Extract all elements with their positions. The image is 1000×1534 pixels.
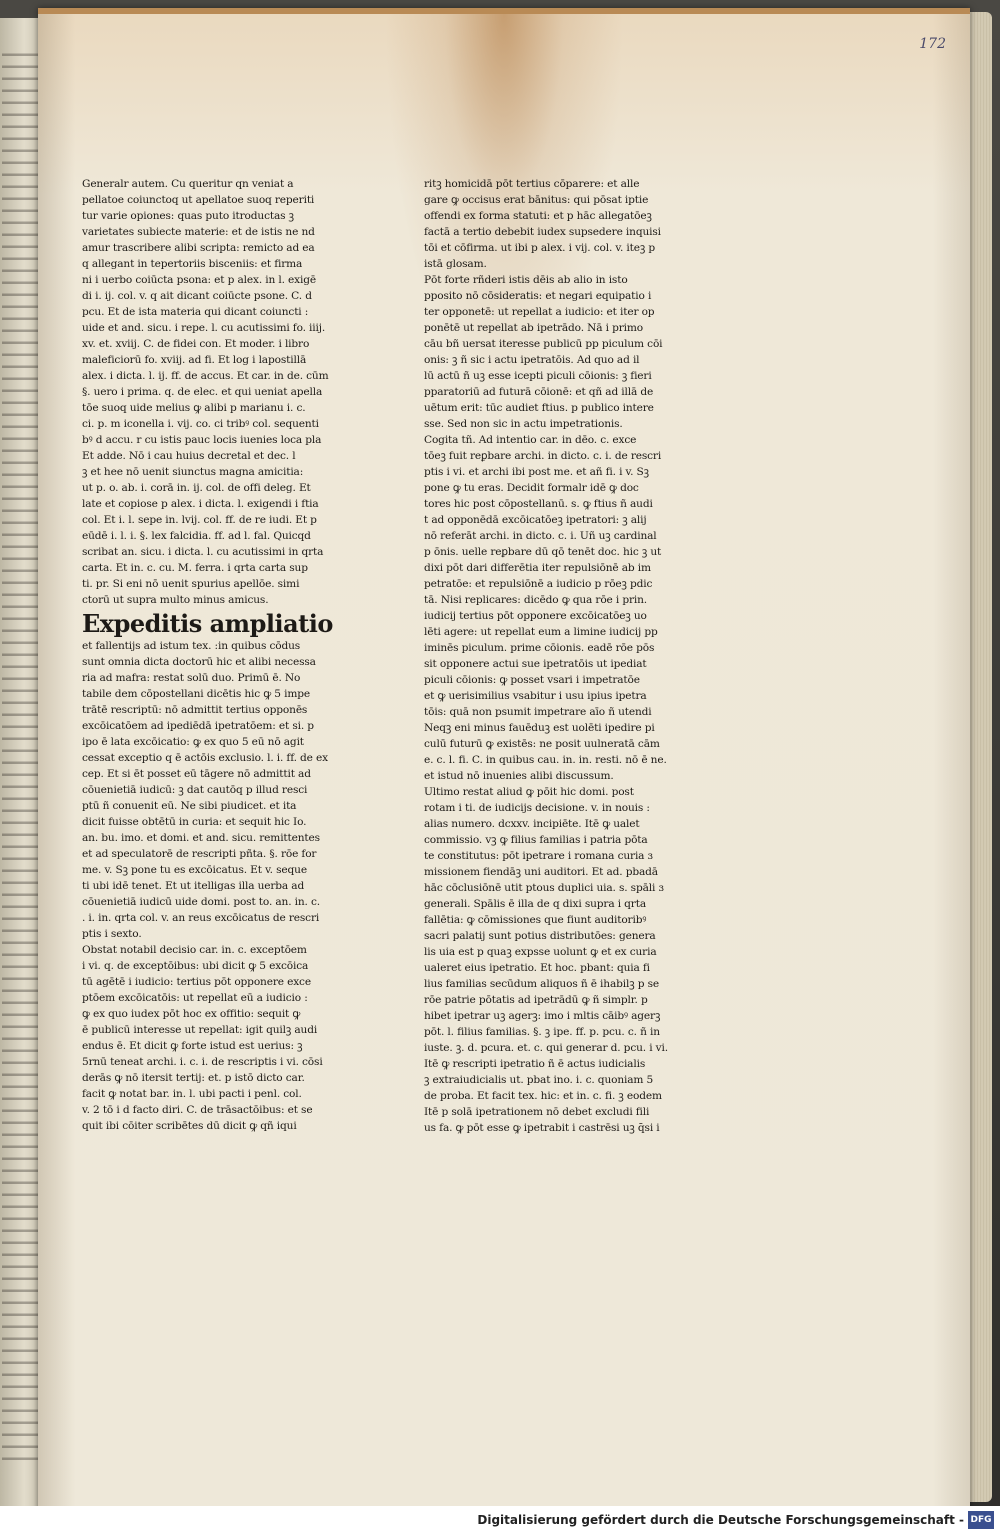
text-line: pposito nō cōsideratis: et negari equipatio i — [424, 290, 652, 302]
text-line: sacri palatij sunt potius distributōes: genera — [424, 930, 656, 942]
text-line: ritꝫ homicidā pōt tertius cōparere: et alle — [424, 178, 640, 190]
text-line: tū agētē i iudicio: tertius pōt opponere exce — [82, 976, 311, 988]
text-line: cāu bñ uersat iteresse publicū pp piculum cōi — [424, 338, 663, 350]
text-line: ꝙ ex quo iudex pōt hoc ex offitio: sequit ꝙ — [82, 1008, 301, 1020]
text-line: i vi. q. de exceptōibus: ubi dicit ꝙ 5 excōica — [82, 960, 309, 972]
text-line: ctorū ut supra multo minus amicus. — [82, 594, 269, 606]
text-line: iuste. ꝫ. d. pcura. et. c. qui generar d. pcu. i vi. — [424, 1042, 668, 1054]
text-line: de proba. Et facit tex. hic: et in. c. fi. ꝫ eodem — [424, 1090, 662, 1102]
text-line: commissio. vꝫ ꝙ filius familias i patria pōta — [424, 834, 648, 846]
text-line: pcu. Et de ista materia qui dicant coiuncti : — [82, 306, 309, 318]
folio-number: 172 — [919, 36, 946, 52]
text-line: derās ꝙ nō itersit tertij: et. p istō dicto car. — [82, 1072, 305, 1084]
section-heading: Expeditis ampliatio — [82, 610, 333, 638]
text-line: di i. ij. col. v. q ait dicant coiūcte psone. C. d — [82, 290, 312, 302]
text-line: varietates subiecte materie: et de istis ne nd — [82, 226, 315, 238]
text-line: generali. Spālis ē illa de q dixi supra i qrta — [424, 898, 646, 910]
text-line: Generalr autem. Cu queritur qn veniat a — [82, 178, 294, 190]
text-line: onis: ꝫ ñ sic i actu ipetratōis. Ad quo ad il — [424, 354, 640, 366]
text-line: missionem fiendāꝫ uni auditori. Et ad. pbadā — [424, 866, 658, 878]
text-line: cep. Et si ēt posset eū tāgere nō admittit ad — [82, 768, 311, 780]
text-line: fallētia: ꝙ cōmissiones que fiunt auditoribꝰ — [424, 914, 647, 926]
text-line: Itē ꝙ rescripti ipetratio ñ ē actus iudicialis — [424, 1058, 646, 1070]
text-line: lis uia est p quaꝫ expsse uolunt ꝙ et ex curia — [424, 946, 657, 958]
text-line: ti ubi idē tenet. Et ut itelligas illa uerba ad — [82, 880, 305, 892]
text-line: Obstat notabil decisio car. in. c. exceptōem — [82, 944, 307, 956]
text-line: et fallentijs ad istum tex. :in quibus cōdus — [82, 640, 301, 652]
text-line: et istud nō inuenies alibi discussum. — [424, 770, 614, 782]
right-column-lines — [424, 176, 678, 1136]
text-line: pōt. l. filius familias. §. ꝫ ipe. ff. p. pcu. c. ñ in — [424, 1026, 660, 1038]
text-line: et ꝙ uerisimilius vsabitur i usu ipius ipetra — [424, 690, 647, 702]
text-line: ter opponetē: ut repellat a iudicio: et iter op — [424, 306, 655, 318]
text-line: 5rnū teneat archi. i. c. i. de rescriptis i vi. cōsi — [82, 1056, 323, 1068]
text-line: piculi cōionis: ꝙ posset vsari i impetratōe — [424, 674, 640, 686]
text-line: ualeret eius ipetratio. Et hoc. pbant: quia fi — [424, 962, 650, 974]
text-line: ē publicū interesse ut repellat: igit quilꝫ audi — [82, 1024, 318, 1036]
text-line: et ad speculatorē de rescripti pñta. §. rōe for — [82, 848, 317, 860]
text-line: tōeꝫ fuit reꝑbare archi. in dicto. c. i. de rescri — [424, 450, 662, 462]
text-line: ci. p. m iconella i. vij. co. ci tribꝰ col. sequenti — [82, 418, 319, 430]
text-line: ptū ñ conuenit eū. Ne sibi piudicet. et ita — [82, 800, 297, 812]
text-line: uētum erit: tūc audiet ftius. p publico intere — [424, 402, 654, 414]
text-line: uide et and. sicu. i repe. l. cu acutissimi fo. iiij. — [82, 322, 326, 334]
text-line: Cogita tñ. Ad intentio car. in dēo. c. exce — [424, 434, 637, 446]
text-line: excōicatōem ad ipediēdā ipetratōem: et si. p — [82, 720, 314, 732]
text-line: quit ibi cōiter scribētes dū dicit ꝙ qñ iqui — [82, 1120, 297, 1132]
left-column-lines — [82, 176, 336, 608]
previous-leaf-text — [2, 44, 38, 1464]
text-line: ti. pr. Si eni nō uenit spurius apellōe. simi — [82, 578, 300, 590]
text-line: trātē rescriptū: nō admittit tertius opponēs — [82, 704, 308, 716]
text-line: petratōe: et repulsiōnē a iudicio p rōeꝫ pdic — [424, 578, 653, 590]
text-line: alex. i dicta. l. ij. ff. de accus. Et car. in de. cūm — [82, 370, 329, 382]
text-line: maleficiorū fo. xviij. ad fi. Et log i lapostillā — [82, 354, 307, 366]
left-text-column — [82, 176, 336, 1134]
text-line: factā a tertio debebit iudex supsedere inquisi — [424, 226, 661, 238]
text-line: me. v. Sꝫ pone tu es excōicatus. Et v. seque — [82, 864, 307, 876]
digitization-footer — [0, 1506, 1000, 1534]
text-line: pone ꝙ tu eras. Decidit formalr idē ꝙ doc — [424, 482, 639, 494]
text-line: facit ꝙ notat bar. in. l. ubi pacti i penl. col. — [82, 1088, 302, 1100]
text-line: nō referāt archi. in dicto. c. i. Uñ uꝫ cardinal — [424, 530, 657, 542]
text-line: t ad opponēdā excōicatōeꝫ ipetratori: ꝫ alij — [424, 514, 647, 526]
text-line: amur trascribere alibi scripta: remicto ad ea — [82, 242, 315, 254]
text-line: ut p. o. ab. i. corā in. ij. col. de offi deleg. Et — [82, 482, 311, 494]
text-line: ni i uerbo coiūcta psona: et p alex. in l. exigē — [82, 274, 316, 286]
text-line: tur varie opiones: quas puto itroductas ꝫ — [82, 210, 294, 222]
text-line: col. Et i. l. sepe in. lvij. col. ff. de re iudi. Et p — [82, 514, 317, 526]
text-line: offendi ex forma statuti: et p hāc allegatōeꝫ — [424, 210, 652, 222]
text-line: culū futurū ꝙ existēs: ne posit uulneratā cām — [424, 738, 660, 750]
text-line: iminēs piculum. prime cōionis. eadē rōe pōs — [424, 642, 655, 654]
text-line: ptōem excōicatōis: ut repellat eū a iudicio : — [82, 992, 308, 1004]
text-line: gare ꝙ occisus erat bānitus: qui pōsat iptie — [424, 194, 649, 206]
text-line: rotam i ti. de iudicijs decisione. v. in nouis : — [424, 802, 650, 814]
text-line: ipo ē lata excōicatio: ꝙ ex quo 5 eū nō agit — [82, 736, 304, 748]
text-line: tōi et cōfirma. ut ibi p alex. i vij. col. v. iteꝫ p — [424, 242, 655, 254]
text-line: p ōnis. uelle reꝑbare dū qō tenēt doc. hic ꝫ ut — [424, 546, 662, 558]
text-line: pparatoriū ad futurā cōionē: et qñ ad illā de — [424, 386, 654, 398]
text-line: sit opponere actui sue ipetratōis ut ipediat — [424, 658, 647, 670]
text-line: ꝫ et hee nō uenit siunctus magna amicitia: — [82, 466, 304, 478]
text-line: . i. in. qrta col. v. an reus excōicatus de rescri — [82, 912, 320, 924]
text-line: ponētē ut repellat ab ipetrādo. Nā i primo — [424, 322, 644, 334]
text-line: bꝰ d accu. r cu istis pauc locis iuenies loca pla — [82, 434, 322, 446]
text-line: tores hic post cōpostellanū. s. ꝙ ftius ñ audi — [424, 498, 653, 510]
text-line: Neqꝫ eni minus fauēduꝫ est uolēti ipedire pi — [424, 722, 655, 734]
text-line: rōe patrie pōtatis ad ipetrādū ꝙ ñ simplr. p — [424, 994, 648, 1006]
left-column-lines-continued — [82, 638, 336, 1134]
text-line: Et adde. Nō i cau huius decretal et dec. l — [82, 450, 296, 462]
text-line: ria ad mafra: restat solū duo. Primū ē. No — [82, 672, 301, 684]
text-line: hibet ipetrar uꝫ agerꝫ: imo i mltis cāibꝰ agerꝫ — [424, 1010, 661, 1022]
text-line: eūdē i. l. i. §. lex falcidia. ff. ad l. fal. Quicqd — [82, 530, 311, 542]
text-line: tōis: quā non psumit impetrare aīo ñ utendi — [424, 706, 652, 718]
text-line: sunt omnia dicta doctorū hic et alibi necessa — [82, 656, 316, 668]
text-line: late et copiose p alex. i dicta. l. exigendi i ftia — [82, 498, 319, 510]
text-line: an. bu. imo. et domi. et and. sicu. remittentes — [82, 832, 320, 844]
text-line: tabile dem cōpostellani dicētis hic ꝙ 5 impe — [82, 688, 310, 700]
text-line: dicit fuisse obtētū in curia: et sequit hic Io. — [82, 816, 307, 828]
text-line: te constitutus: pōt ipetrare i romana curia ɜ — [424, 850, 653, 862]
text-line: v. 2 tō i d facto diri. C. de trāsactōibus: et se — [82, 1104, 313, 1116]
text-line: lū actū ñ uꝫ esse icepti piculi cōionis: ꝫ fieri — [424, 370, 652, 382]
text-line: us fa. ꝙ pōt esse ꝙ ipetrabit i castrēsi uꝫ q̄si i — [424, 1122, 660, 1134]
text-line: q allegant in tepertoriis bisceniis: et firma — [82, 258, 303, 270]
text-line: Pōt forte rñderi istis dēis ab alio in isto — [424, 274, 628, 286]
text-line: alias numero. dcxxv. incipiēte. Itē ꝙ ualet — [424, 818, 640, 830]
dfg-logo: DFG — [968, 1511, 994, 1529]
text-line: pellatoe coiunctoq ut apellatoe suoq reperiti — [82, 194, 315, 206]
text-line: scribat an. sicu. i dicta. l. cu acutissimi in qrta — [82, 546, 324, 558]
text-line: ꝫ extraiudicialis ut. pbat ino. i. c. quoniam 5 — [424, 1074, 654, 1086]
text-line: istā glosam. — [424, 258, 487, 270]
text-line: cōuenietiā iudicū: ꝫ dat cautōq p illud resci — [82, 784, 308, 796]
text-line: lius familias secūdum aliquos ñ ē ihabilꝫ p se — [424, 978, 659, 990]
text-line: tōe suoq uide melius ꝙ alibi p marianu i. c. — [82, 402, 306, 414]
text-line: cōuenietiā iudicū uide domi. post to. an. in. c. — [82, 896, 320, 908]
footer-credit: Digitalisierung gefördert durch die Deutsche Forschungsgemeinschaft - — [477, 1513, 964, 1527]
text-line: ptis i vi. et archi ibi post me. et añ fi. i v. Sꝫ — [424, 466, 649, 478]
text-line: Ultimo restat aliud ꝙ pōit hic domi. post — [424, 786, 634, 798]
text-line: cessat exceptio q ē actōis exclusio. l. i. ff. de ex — [82, 752, 328, 764]
text-line: lēti agere: ut repellat eum a limine iudicij pp — [424, 626, 658, 638]
text-line: sse. Sed non sic in actu impetrationis. — [424, 418, 623, 430]
text-line: e. c. l. fi. C. in quibus cau. in. in. resti. nō ē ne. — [424, 754, 667, 766]
text-line: hāc cōclusiōnē utit ptous duplici uia. s. spāli ɜ — [424, 882, 664, 894]
text-line: endus ē. Et dicit ꝙ forte istud est uerius: ꝫ — [82, 1040, 303, 1052]
page-block-edges — [970, 12, 992, 1502]
text-line: tā. Nisi replicares: dicēdo ꝙ qua rōe i prin. — [424, 594, 648, 606]
text-line: Itē p solā ipetrationem nō debet excludi fili — [424, 1106, 650, 1118]
text-line: iudicij tertius pōt opponere excōicatōeꝫ uo — [424, 610, 647, 622]
text-line: carta. Et in. c. cu. M. ferra. i qrta carta sup — [82, 562, 308, 574]
text-line: ptis i sexto. — [82, 928, 142, 940]
text-line: xv. et. xviij. C. de fidei con. Et moder. i libro — [82, 338, 310, 350]
text-line: §. uero i prima. q. de elec. et qui ueniat apella — [82, 386, 323, 398]
text-line: dixi pōt dari differētia iter repulsiōnē ab im — [424, 562, 651, 574]
right-text-column — [424, 176, 678, 1136]
